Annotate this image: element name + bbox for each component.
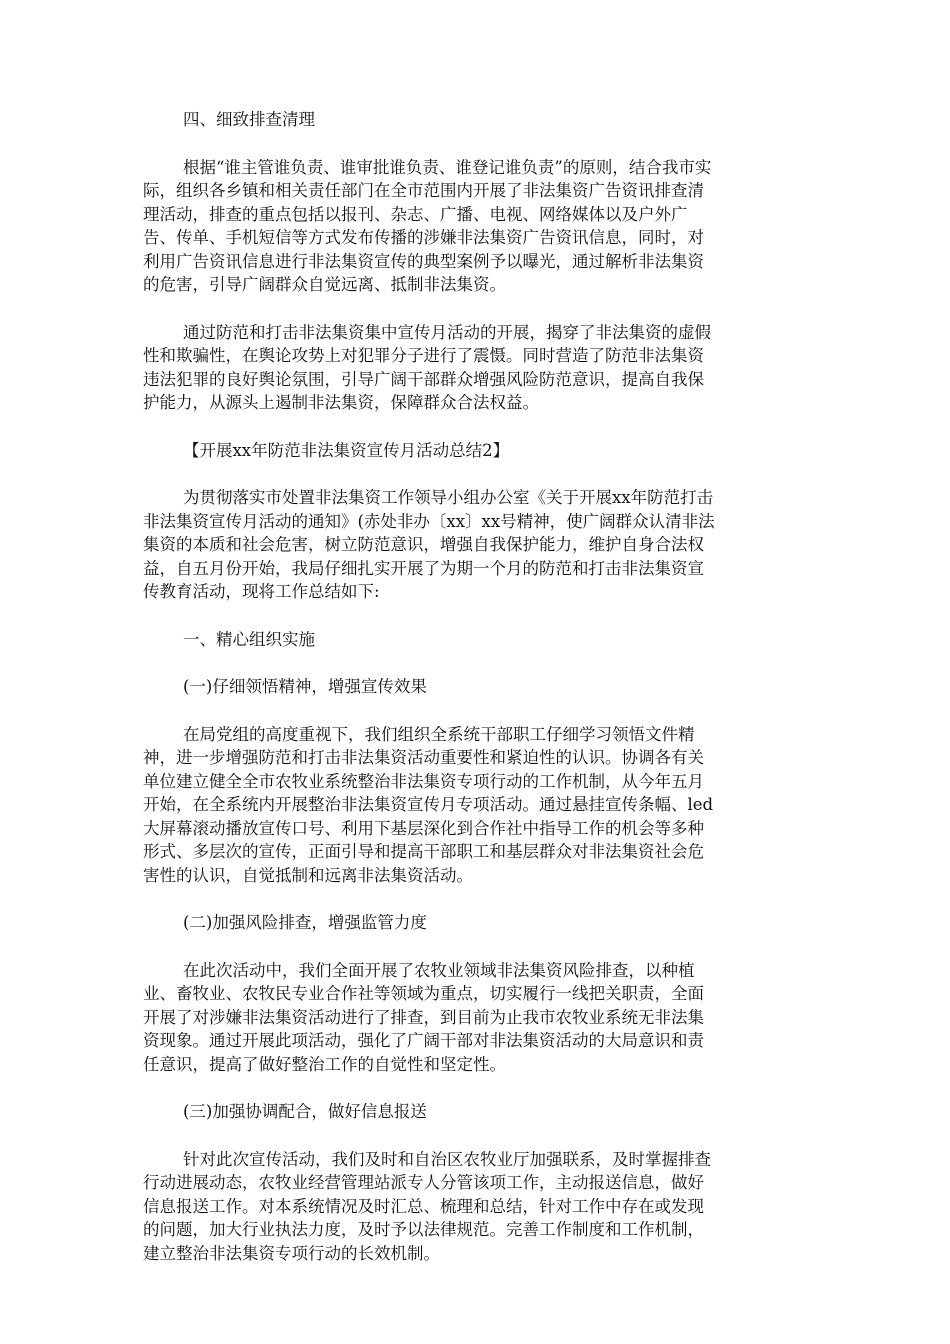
paragraph-line: 任意识，提高了做好整治工作的自觉性和坚定性。 <box>143 1054 506 1074</box>
paragraph-line: 告、传单、手机短信等方式发布传播的涉嫌非法集资广告资讯信息，同时，对 <box>143 228 704 247</box>
paragraph-line: 大屏幕滚动播放宣传口号、利用下基层深化到合作社中指导工作的机会等多种 <box>143 818 704 838</box>
paragraph-line: 建立整治非法集资专项行动的长效机制。 <box>143 1243 440 1263</box>
paragraph-line: 传教育活动，现将工作总结如下: <box>143 582 380 601</box>
paragraph-line: 集资的本质和社会危害，树立防范意识，增强自我保护能力，维护自身合法权 <box>143 535 704 554</box>
document-body <box>143 108 803 1289</box>
paragraph-line: 利用广告资讯信息进行非法集资宣传的典型案例予以曝光，通过解析非法集资 <box>143 251 704 271</box>
paragraph-line: 在此次活动中，我们全面开展了农牧业领域非法集资风险排查，以种植 <box>183 960 695 980</box>
paragraph-line: 开始，在全系统内开展整治非法集资宣传月专项活动。通过悬挂宣传条幅、led <box>143 795 714 814</box>
paragraph-line: 的危害，引导广阔群众自觉远离、抵制非法集资。 <box>143 275 506 294</box>
section-heading: (三)加强协调配合，做好信息报送 <box>183 1102 427 1121</box>
paragraph-line: 通过防范和打击非法集资集中宣传月活动的开展，揭穿了非法集资的虚假 <box>183 322 711 342</box>
body-paragraph <box>143 486 803 604</box>
section-heading: (二)加强风险排查，增强监管力度 <box>183 913 427 932</box>
paragraph-line: 形式、多层次的宣传，正面引导和提高干部职工和基层群众对非法集资社会危 <box>143 842 704 861</box>
paragraph-line: 单位建立健全全市农牧业系统整治非法集资专项行动的工作机制，从今年五月 <box>143 771 704 791</box>
paragraph-line: 信息报送工作。对本系统情况及时汇总、梳理和总结，针对工作中存在或发现 <box>143 1196 704 1216</box>
paragraph-line: 益，自五月份开始，我局仔细扎实开展了为期一个月的防范和打击非法集资宣 <box>143 558 704 578</box>
body-paragraph <box>143 156 803 297</box>
section-heading: 【开展xx年防范非法集资宣传月活动总结2】 <box>183 440 510 460</box>
body-paragraph <box>143 723 803 888</box>
body-paragraph <box>143 321 803 415</box>
section-heading: 一、精心组织实施 <box>183 629 315 649</box>
paragraph-line: 际，组织各乡镇和相关责任部门在全市范围内开展了非法集资广告资讯排查清 <box>143 181 704 200</box>
paragraph-line: 护能力，从源头上遏制非法集资，保障群众合法权益。 <box>143 393 539 412</box>
paragraph-line: 神，进一步增强防范和打击非法集资活动重要性和紧迫性的认识。协调各有关 <box>143 748 704 767</box>
paragraph-line: 为贯彻落实市处置非法集资工作领导小组办公室《关于开展xx年防范打击 <box>183 488 714 507</box>
paragraph-line: 在局党组的高度重视下，我们组织全系统干部职工仔细学习领悟文件精 <box>183 724 695 744</box>
paragraph-line: 性和欺骗性，在舆论攻势上对犯罪分子进行了震慑。同时营造了防范非法集资 <box>143 346 704 365</box>
paragraph-line: 开展了对涉嫌非法集资活动进行了排查，到目前为止我市农牧业系统无非法集 <box>143 1007 704 1027</box>
paragraph-line: 的问题，加大行业执法力度，及时予以法律规范。完善工作制度和工作机制， <box>143 1220 704 1239</box>
paragraph-line: 行动进展动态，农牧业经营管理站派专人分管该项工作，主动报送信息，做好 <box>143 1173 704 1192</box>
section-heading: 四、细致排查清理 <box>183 110 315 129</box>
paragraph-line: 理活动，排查的重点包括以报刊、杂志、广播、电视、网络媒体以及户外广 <box>143 204 688 224</box>
paragraph-line: 非法集资宣传月活动的通知》(赤处非办〔xx〕xx号精神，使广阔群众认清非法 <box>143 511 715 531</box>
paragraph-line: 资现象。通过开展此项活动，强化了广阔干部对非法集资活动的大局意识和责 <box>143 1031 704 1050</box>
paragraph-line: 违法犯罪的良好舆论氛围，引导广阔干部群众增强风险防范意识，提高自我保 <box>143 369 704 389</box>
paragraph-line: 针对此次宣传活动，我们及时和自治区农牧业厅加强联系，及时掌握排查 <box>183 1149 711 1169</box>
body-paragraph <box>143 1148 803 1266</box>
paragraph-line: 业、畜牧业、农牧民专业合作社等领域为重点，切实履行一线把关职责，全面 <box>143 984 704 1003</box>
body-paragraph <box>143 959 803 1077</box>
paragraph-line: 害性的认识，自觉抵制和远离非法集资活动。 <box>143 865 473 885</box>
paragraph-line: 根据“谁主管谁负责、谁审批谁负责、谁登记谁负责”的原则，结合我市实 <box>183 157 712 177</box>
section-heading: (一)仔细领悟精神，增强宣传效果 <box>183 677 427 696</box>
